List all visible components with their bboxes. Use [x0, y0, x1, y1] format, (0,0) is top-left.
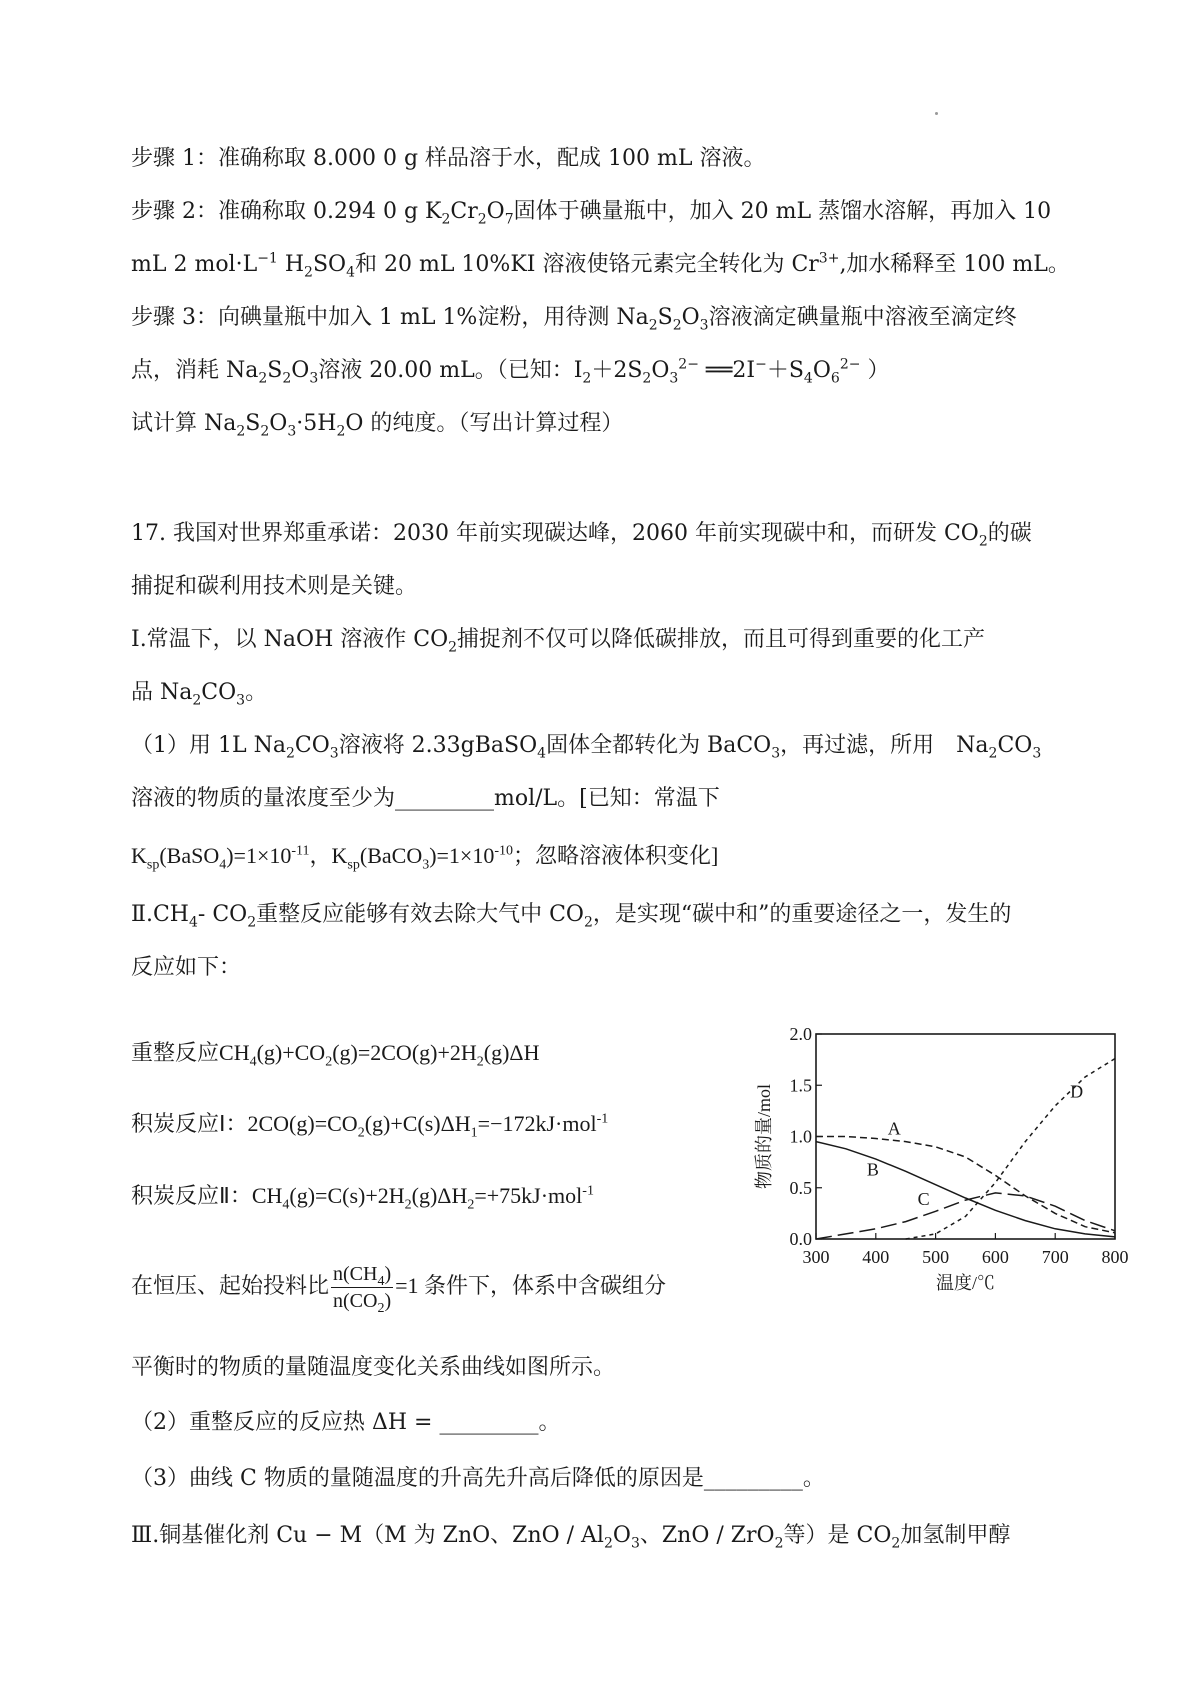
t: K: [131, 843, 147, 868]
sub: 2: [404, 1197, 412, 1213]
sub: 3: [699, 317, 709, 334]
t: n(CO: [333, 1290, 378, 1313]
sub: 3: [329, 745, 339, 762]
step3-line-b: [131, 357, 889, 385]
t: 积炭反应Ⅰ：: [131, 1111, 248, 1136]
t: ): [384, 1263, 392, 1286]
step2-line-a: [131, 198, 1051, 226]
y-tick-label: 0.5: [789, 1177, 812, 1198]
series-line-a: [816, 1137, 1115, 1233]
t: =+75kJ·mol: [474, 1183, 583, 1208]
sub: 1: [470, 1125, 478, 1141]
t: 、ZnO / ZrO: [639, 1523, 775, 1548]
sub: 4: [346, 264, 355, 281]
sub: 4: [282, 1197, 290, 1213]
t: ,加水稀释至 100 mL。: [839, 252, 1070, 277]
sub: 3: [309, 370, 319, 387]
q2-line: [131, 1409, 560, 1437]
ksp-line: [131, 842, 719, 873]
t: 2CO(g)=CO: [247, 1111, 358, 1136]
y-tick-label: 1.0: [789, 1126, 812, 1147]
t: 等）是 CO: [783, 1523, 892, 1548]
t: 重整反应: [131, 1040, 220, 1065]
t: Ⅲ.铜基催化剂 Cu − M（M 为 ZnO、ZnO / Al: [131, 1523, 604, 1548]
t: CH: [219, 1040, 250, 1065]
t: =−172kJ·mol: [477, 1111, 597, 1136]
t: (g)=2CO(g)+2H: [332, 1040, 477, 1065]
sup: −: [755, 356, 767, 373]
step1-text: 步骤 1：准确称取 8.000 0 g 样品溶于水，配成 100 mL 溶液。: [131, 146, 766, 171]
t: Cr: [450, 199, 478, 224]
x-tick-label: 300: [802, 1247, 830, 1267]
sub: 6: [830, 370, 840, 387]
t: 平衡时的物质的量随温度变化关系曲线如图所示。: [131, 1355, 616, 1380]
t: O: [651, 358, 670, 383]
t: CH: [251, 1183, 283, 1208]
sub: 3: [236, 692, 246, 709]
sub: 2: [476, 1054, 484, 1070]
step2-line-b: [131, 251, 1070, 279]
q3-line: [131, 1465, 825, 1493]
t: )=1×10: [226, 843, 292, 868]
t: 固体于碘量瓶中，加入 20 mL 蒸馏水溶解，再加入 10: [513, 199, 1052, 224]
t: 步骤 2：准确称取 0.294 0 g K: [131, 199, 442, 224]
t: (g)+CO: [256, 1040, 326, 1065]
equilibrium-chart: [750, 1020, 1150, 1300]
t: n(CH: [333, 1263, 378, 1286]
t: 点，消耗 Na: [131, 358, 259, 383]
t: O 的纯度。（写出计算过程）: [345, 411, 624, 436]
plot-frame: [816, 1034, 1115, 1239]
t: 积炭反应Ⅱ：: [131, 1183, 252, 1208]
series-label-b: B: [866, 1159, 879, 1180]
y-tick-label: 2.0: [789, 1024, 812, 1044]
calc-instruction: [131, 410, 623, 438]
sub: 2: [582, 370, 592, 387]
page-dot: [935, 112, 938, 115]
series-label-d: D: [1070, 1081, 1084, 1102]
t: O: [812, 358, 831, 383]
t: 溶液将 2.33gBaSO: [338, 733, 538, 758]
series-line-b: [816, 1142, 1115, 1237]
t: ，是实现“碳中和”的重要途径之一，发生的: [592, 902, 1012, 927]
sub: 2: [988, 745, 998, 762]
sub: 2: [325, 1054, 333, 1070]
sub: 3: [669, 370, 679, 387]
sub: sp: [347, 857, 360, 873]
t: ＋2S: [591, 358, 643, 383]
t: （2）重整反应的反应热 ΔH = _________。: [131, 1410, 561, 1435]
t: 溶液的物质的量浓度至少为_________mol/L。[已知：常温下: [131, 786, 720, 811]
t: ): [384, 1290, 392, 1313]
sub: 4: [537, 745, 547, 762]
t: H: [277, 252, 305, 277]
series-label-a: A: [887, 1118, 901, 1139]
x-tick-label: 700: [1041, 1247, 1069, 1267]
t: 加氢制甲醇: [900, 1523, 1011, 1548]
sub: 2: [477, 211, 487, 228]
condition-line: [131, 1256, 666, 1316]
t: 步骤 3：向碘量瓶中加入 1 mL 1%淀粉，用待测 Na: [131, 305, 649, 330]
part1-b: [131, 679, 267, 707]
sub: 3: [771, 745, 781, 762]
t: S: [657, 305, 673, 330]
t: ·5H: [296, 411, 337, 436]
t: 溶液滴定碘量瓶中溶液至滴定终: [708, 305, 1017, 330]
x-tick-label: 400: [862, 1247, 890, 1267]
t: 重整反应能够有效去除大气中 CO: [256, 902, 584, 927]
t: 17. 我国对世界郑重承诺：2030 年前实现碳达峰，2060 年前实现碳中和，而研发 CO: [131, 521, 979, 546]
sub: 2: [467, 1197, 475, 1213]
t: ；忽略溶液体积变化]: [513, 843, 719, 868]
sub: 2: [448, 639, 458, 656]
part3-line: [131, 1522, 1010, 1550]
sub: 4: [249, 1054, 257, 1070]
t: (g)+C(s)ΔH: [364, 1111, 471, 1136]
sub: 2: [642, 370, 652, 387]
sub: sp: [146, 857, 160, 873]
sup: 2−: [678, 356, 699, 373]
series-line-d: [906, 1059, 1115, 1239]
sub: 4: [803, 370, 813, 387]
reaction-carbon-2: [131, 1182, 594, 1213]
t: 品 Na: [131, 680, 193, 705]
t: O: [486, 199, 505, 224]
t: S: [245, 411, 261, 436]
t: 捕捉剂不仅可以降低碳排放，而且可得到重要的化工产: [457, 627, 986, 652]
reaction-carbon-1: [131, 1110, 609, 1141]
t: SO: [312, 252, 347, 277]
t: 反应如下：: [131, 955, 242, 980]
sub: 2: [583, 914, 593, 931]
t: O: [612, 1523, 631, 1548]
q17-intro-a: [131, 520, 1032, 548]
t: (g)ΔH: [411, 1183, 468, 1208]
fraction-denominator: [331, 1288, 393, 1317]
t: ＋S: [766, 358, 804, 383]
sup: -10: [494, 843, 514, 859]
x-tick-label: 800: [1101, 1247, 1129, 1267]
sub: 2: [441, 211, 451, 228]
sub: 2: [304, 264, 313, 281]
t: (g)=C(s)+2H: [289, 1183, 405, 1208]
step1-line: [131, 145, 765, 173]
sup: 2−: [839, 356, 861, 373]
part1-a: [131, 626, 985, 654]
t: =1 条件下，体系中含碳组分: [395, 1273, 667, 1298]
sub: 4: [188, 914, 198, 931]
sup: -1: [582, 1183, 594, 1199]
sub: 2: [258, 370, 268, 387]
t: 试计算 Na: [131, 411, 237, 436]
t: 的碳: [987, 521, 1032, 546]
t: CO: [997, 733, 1033, 758]
t: 固体全都转化为 BaCO: [546, 733, 772, 758]
part2-b: [131, 954, 241, 982]
t: 在恒压、起始投料比: [131, 1273, 330, 1298]
sub: 2: [357, 1125, 365, 1141]
condition-c: [131, 1354, 615, 1382]
x-tick-label: 500: [922, 1247, 950, 1267]
t: ，K: [309, 843, 348, 868]
t: CO: [294, 733, 330, 758]
sub: 2: [978, 533, 988, 550]
x-axis-label: 温度/℃: [935, 1273, 996, 1293]
sub: 2: [236, 423, 246, 440]
t: O: [269, 411, 288, 436]
series-label-c: C: [917, 1189, 930, 1210]
sub: 2: [282, 370, 292, 387]
t: O: [291, 358, 310, 383]
t: (BaCO: [359, 843, 423, 868]
sub: 2: [336, 423, 346, 440]
sub: 3: [1032, 745, 1042, 762]
sup: -1: [596, 1111, 609, 1127]
sub: 2: [603, 1535, 613, 1552]
sub: 2: [192, 692, 202, 709]
q17-intro-b: [131, 573, 417, 601]
t: mL 2 mol·L: [131, 252, 258, 277]
y-axis-label: 物质的量/mol: [754, 1083, 774, 1190]
t: (g)ΔH: [483, 1040, 540, 1065]
sub: 2: [377, 1301, 385, 1317]
reaction-reforming: [131, 1039, 540, 1070]
t: 。: [245, 680, 268, 705]
t: Ⅰ.常温下，以 NaOH 溶液作 CO: [131, 627, 449, 652]
t: 和 20 mL 10%KI 溶液使铬元素完全转化为 Cr: [354, 252, 819, 277]
sub: 2: [891, 1535, 901, 1552]
t: ）: [860, 358, 890, 383]
t: （1）用 1L Na: [131, 733, 286, 758]
sup: -11: [291, 843, 310, 859]
t: CO: [201, 680, 237, 705]
t: 捕捉和碳利用技术则是关键。: [131, 574, 418, 599]
sub: 2: [260, 423, 270, 440]
t: )=1×10: [429, 843, 495, 868]
feed-ratio-fraction: [331, 1261, 393, 1317]
q1-a: [131, 732, 1041, 760]
t: （3）曲线 C 物质的量随温度的升高先升高后降低的原因是_________。: [131, 1466, 825, 1491]
t: S: [267, 358, 283, 383]
x-tick-label: 600: [981, 1247, 1009, 1267]
fraction-numerator: [331, 1261, 393, 1288]
sub: 4: [377, 1274, 385, 1290]
t: ══2I: [698, 358, 756, 383]
t: Ⅱ.CH: [131, 902, 189, 927]
sub: 3: [287, 423, 297, 440]
part2-a: [131, 901, 1011, 929]
sup: −1: [257, 250, 278, 267]
sub: 3: [630, 1535, 640, 1552]
t: 溶液 20.00 mL。（已知：I: [318, 358, 583, 383]
q1-b: [131, 785, 720, 813]
t: ，再过滤，所用 Na: [780, 733, 989, 758]
sub: 4: [219, 857, 227, 873]
t: - CO: [197, 902, 248, 927]
sub: 7: [504, 211, 514, 228]
t: O: [681, 305, 700, 330]
sub: 2: [285, 745, 295, 762]
t: (BaSO: [159, 843, 220, 868]
y-tick-label: 1.5: [789, 1075, 812, 1096]
sub: 2: [247, 914, 257, 931]
y-tick-label: 0.0: [789, 1229, 812, 1249]
sub: 3: [422, 857, 430, 873]
sub: 2: [648, 317, 658, 334]
sub: 2: [774, 1535, 784, 1552]
sup: 3+: [818, 250, 840, 267]
sub: 2: [672, 317, 682, 334]
step3-line-a: [131, 304, 1017, 332]
